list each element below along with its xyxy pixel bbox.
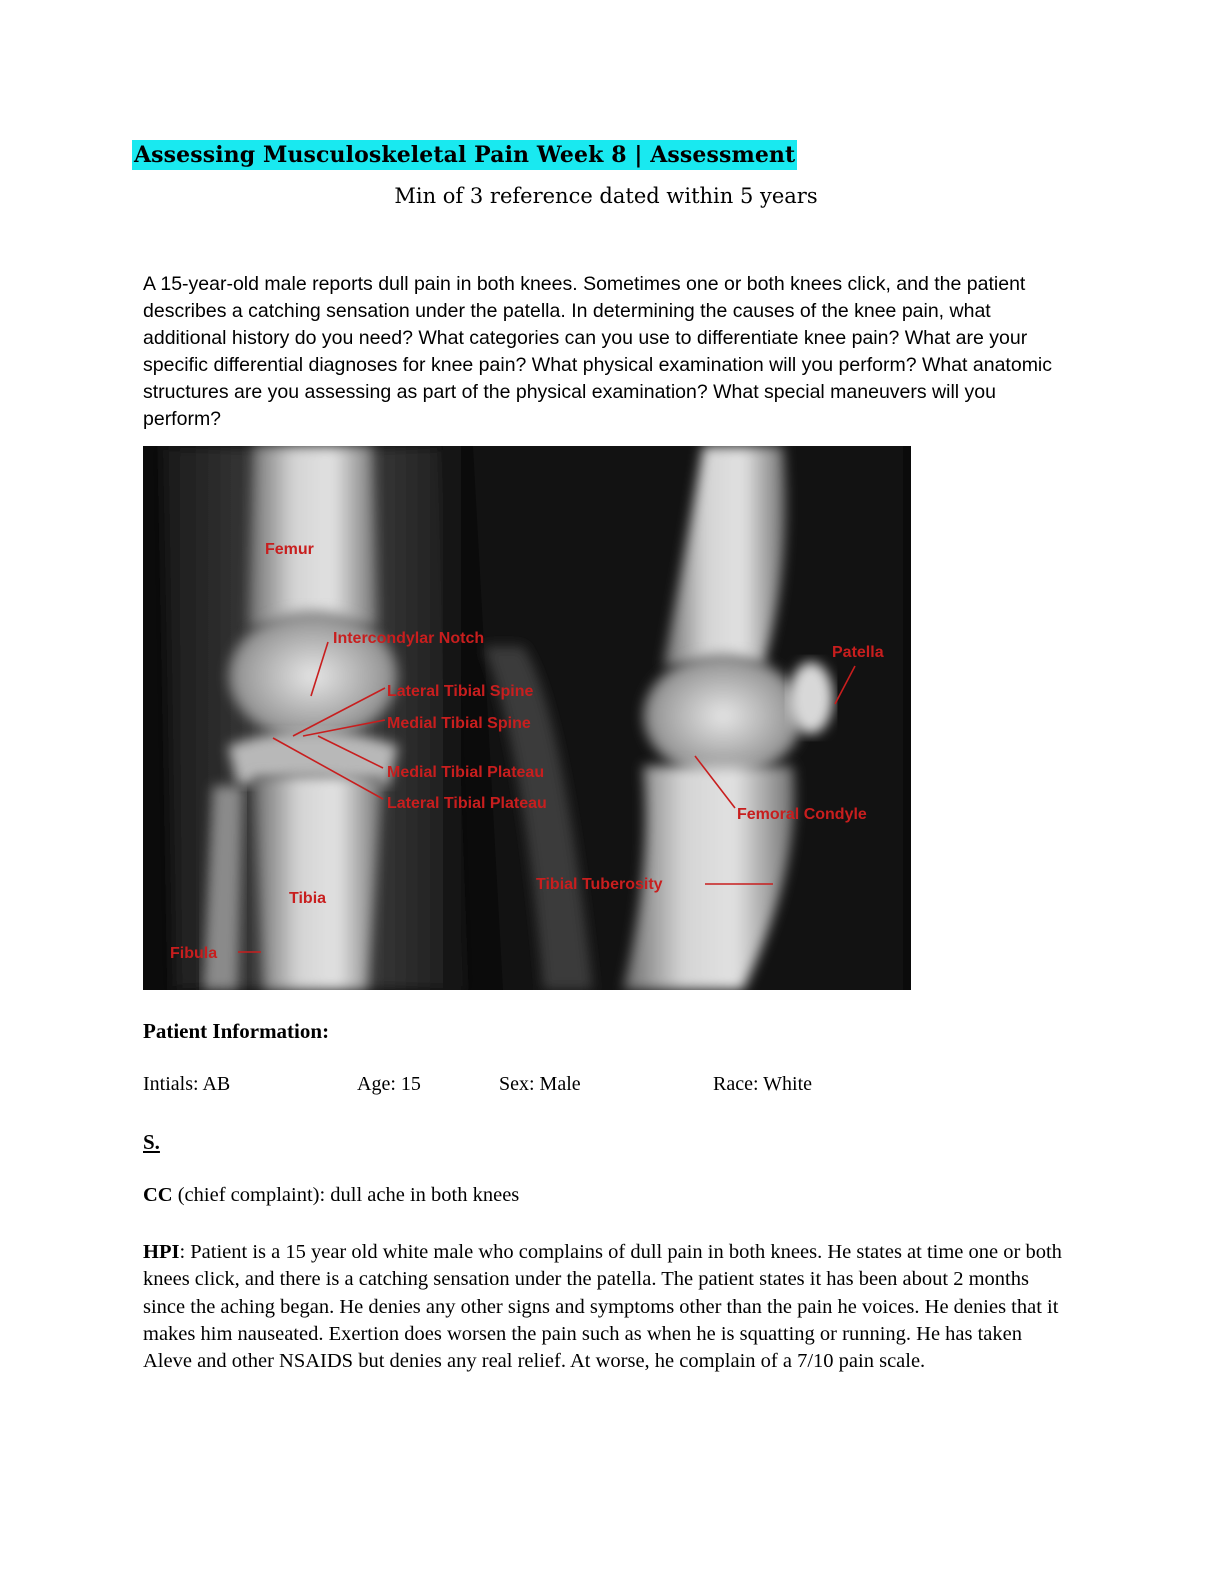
label-intercondylar-notch: Intercondylar Notch xyxy=(333,630,485,647)
lateral-knee-view xyxy=(473,446,903,990)
case-description: A 15-year-old male reports dull pain in both knees. Sometimes one or both knees click, and the patient describes a catching sensation under the patella. In determining the causes of the knee pain, what additional history do you need? What categories can you use to differentiate knee pain? What are your specific differential diagnoses for knee pain? What physical examination will you perform? What anatomic structures are you assessing as part of the physical examination? What special maneuvers will you perform? xyxy=(143,273,1053,430)
document-subtitle: Min of 3 reference dated within 5 years xyxy=(394,184,818,208)
hpi-text: : Patient is a 15 year old white male who complains of dull pain in both knees. He states at time one or both knees click, and there is a catching sensation under the patella. The patient states it has been about 2 months since the aching began. He denies any other signs and symptoms other than the pain he voices. He denies that it makes him nauseated. Exertion does worsen the pain such as when he is squatting or running. He has taken Aleve and other NSAIDS but denies any real relief. At worse, he complain of a 7/10 pain scale. xyxy=(143,1241,1062,1373)
label-lateral-tibial-plateau: Lateral Tibial Plateau xyxy=(387,795,547,812)
patient-sex: Sex: Male xyxy=(499,1073,581,1095)
cc-label: CC xyxy=(143,1184,173,1206)
label-lateral-tibial-spine: Lateral Tibial Spine xyxy=(387,683,534,700)
hpi-label: HPI xyxy=(143,1241,180,1263)
label-femur: Femur xyxy=(265,541,314,558)
patient-age: Age: 15 xyxy=(357,1073,421,1095)
label-tibial-tuberosity: Tibial Tuberosity xyxy=(536,876,663,893)
patient-initials: Intials: AB xyxy=(143,1073,231,1095)
label-medial-tibial-plateau: Medial Tibial Plateau xyxy=(387,764,545,781)
label-tibia: Tibia xyxy=(289,890,327,907)
subjective-heading: S. xyxy=(143,1130,160,1154)
label-fibula: Fibula xyxy=(170,945,218,962)
cc-text: (chief complaint): dull ache in both knees xyxy=(172,1184,520,1206)
label-medial-tibial-spine: Medial Tibial Spine xyxy=(387,715,531,732)
knee-xray-image xyxy=(143,446,911,990)
chief-complaint xyxy=(143,1184,519,1207)
document-title: Assessing Musculoskeletal Pain Week 8 | Assessment xyxy=(134,142,796,168)
history-present-illness xyxy=(143,1239,1073,1375)
patient-race: Race: White xyxy=(713,1073,813,1095)
patient-info-heading: Patient Information: xyxy=(143,1019,330,1043)
label-patella: Patella xyxy=(832,644,884,661)
label-femoral-condyle: Femoral Condyle xyxy=(737,806,867,823)
